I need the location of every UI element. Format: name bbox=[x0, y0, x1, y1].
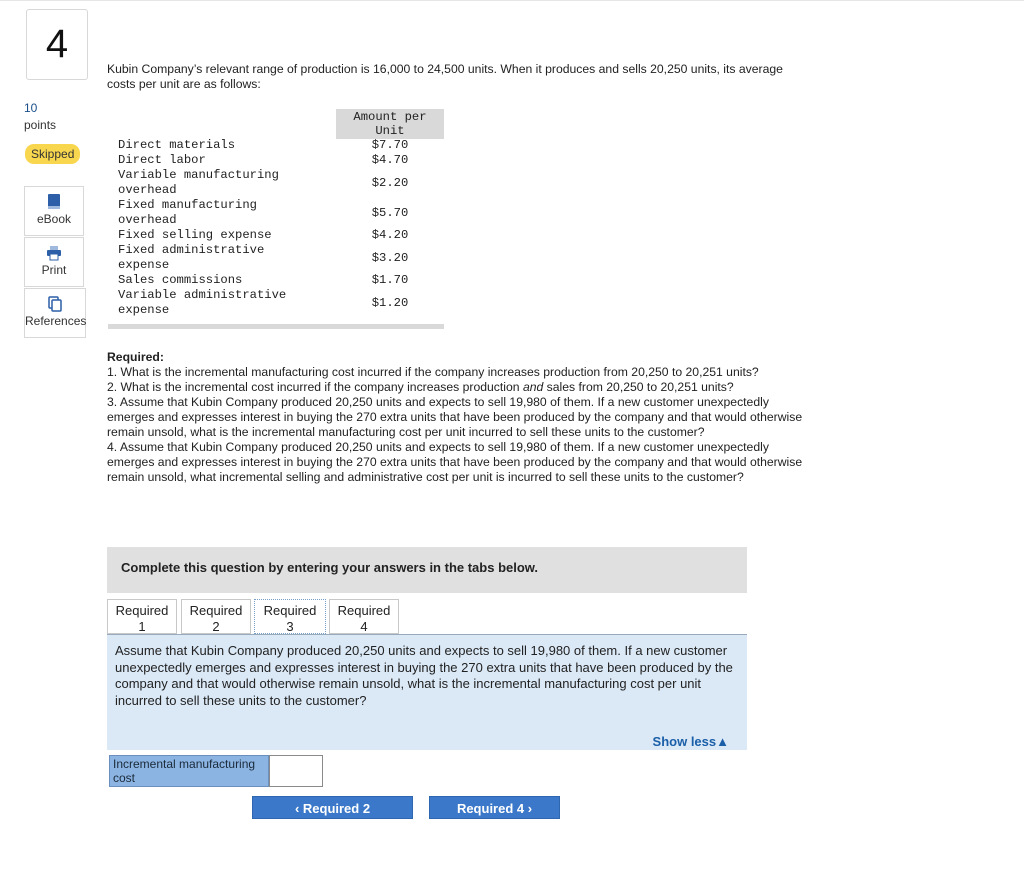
status-badge: Skipped bbox=[25, 144, 80, 164]
tab-label-line2: 3 bbox=[286, 619, 294, 634]
references-label: References bbox=[25, 314, 87, 328]
tab-question-text: Assume that Kubin Company produced 20,250 units and expects to sell 19,980 of them. If a new customer unexpectedly emerges and expresses interest in buying the 270 extra units that have been produced by the company and that would otherwise remain unsold, what is the incremental manufacturing cost per unit incurred to sell these units to the customer? bbox=[115, 643, 733, 708]
answer-label: Incremental manufacturing cost bbox=[109, 755, 269, 787]
cost-label: Fixed manufacturing overhead bbox=[118, 198, 257, 227]
required-item-3: 3. Assume that Kubin Company produced 20,250 units and expects to sell 19,980 of them. If a new customer unexpectedly emerges and expresses interest in buying the 270 extra units that have been produced by the company and that would otherwise remain unsold, what is the incremental manufacturing cost per unit incurred to sell these units to the customer? bbox=[107, 395, 803, 439]
references-button[interactable] bbox=[24, 288, 86, 338]
required-item-2-text: 2. What is the incremental cost incurred if the company increases production bbox=[107, 380, 520, 394]
points-value: 10 bbox=[24, 101, 38, 115]
print-button[interactable] bbox=[24, 237, 84, 287]
tab-required-2[interactable] bbox=[181, 599, 251, 634]
cost-label: Sales commissions bbox=[118, 273, 243, 287]
required-item-2 bbox=[107, 380, 817, 395]
question-number: 4 bbox=[26, 9, 88, 80]
tab-question-panel bbox=[107, 635, 747, 750]
cost-amount: $2.20 bbox=[371, 176, 409, 190]
answer-field[interactable] bbox=[270, 756, 322, 786]
points-label: points bbox=[24, 118, 57, 132]
next-required-button[interactable]: Required 4 › bbox=[429, 796, 560, 819]
cost-label: Direct materials bbox=[118, 138, 236, 152]
print-label: Print bbox=[41, 263, 67, 277]
cost-amount: $1.70 bbox=[371, 273, 409, 287]
tab-label-line2: 4 bbox=[360, 619, 368, 634]
book-icon bbox=[25, 194, 83, 210]
cost-amount: $4.20 bbox=[371, 228, 409, 242]
tab-label-line1: Required bbox=[115, 603, 169, 618]
required-heading: Required: bbox=[107, 350, 164, 364]
cost-table-footer-bar bbox=[108, 324, 444, 329]
top-divider bbox=[0, 0, 1024, 1]
required-item-2-emphasis: and bbox=[522, 380, 544, 394]
required-item-1: 1. What is the incremental manufacturing cost incurred if the company increases production from 20,250 to 20,251 units? bbox=[107, 365, 759, 379]
tab-label-line1: Required bbox=[263, 603, 317, 618]
incremental-cost-input[interactable] bbox=[269, 755, 323, 787]
ebook-label: eBook bbox=[36, 212, 72, 226]
document-copy-icon bbox=[25, 296, 85, 312]
cost-amount: $3.20 bbox=[371, 251, 409, 265]
cost-label: Fixed selling expense bbox=[118, 228, 272, 242]
tab-required-1[interactable] bbox=[107, 599, 177, 634]
tab-label-line1: Required bbox=[337, 603, 391, 618]
cost-label: Direct labor bbox=[118, 153, 206, 167]
tab-label-line2: 2 bbox=[212, 619, 220, 634]
tab-label-line1: Required bbox=[189, 603, 243, 618]
cost-amount: $7.70 bbox=[371, 138, 409, 152]
required-section bbox=[107, 350, 817, 485]
cost-amount: $1.20 bbox=[371, 296, 409, 310]
prev-required-button[interactable]: ‹ Required 2 bbox=[252, 796, 413, 819]
tab-required-3[interactable] bbox=[254, 599, 326, 634]
problem-intro: Kubin Company’s relevant range of production is 16,000 to 24,500 units. When it produces and sells 20,250 units, its average costs per unit are as follows: bbox=[107, 62, 783, 91]
ebook-button[interactable] bbox=[24, 186, 84, 236]
cost-amount: $5.70 bbox=[371, 206, 409, 220]
tab-required-4[interactable] bbox=[329, 599, 399, 634]
tab-label-line2: 1 bbox=[138, 619, 146, 634]
instructions-banner: Complete this question by entering your answers in the tabs below. bbox=[107, 547, 747, 593]
required-item-2-tail: sales from 20,250 to 20,251 units? bbox=[546, 380, 734, 394]
cost-label: Variable manufacturing overhead bbox=[118, 168, 279, 197]
cost-label: Fixed administrative expense bbox=[118, 243, 265, 272]
show-less-link[interactable]: Show less▲ bbox=[652, 734, 729, 749]
cost-amount: $4.70 bbox=[371, 153, 409, 167]
cost-table-header: Amount per Unit bbox=[336, 109, 444, 139]
cost-label: Variable administrative expense bbox=[118, 288, 287, 317]
required-item-4: 4. Assume that Kubin Company produced 20,250 units and expects to sell 19,980 of them. If a new customer unexpectedly emerges and expresses interest in buying the 270 extra units that have been produced by the company and that would otherwise remain unsold, what incremental selling and administrative cost per unit is incurred to sell these units to the customer? bbox=[107, 440, 803, 484]
printer-icon bbox=[25, 245, 83, 261]
